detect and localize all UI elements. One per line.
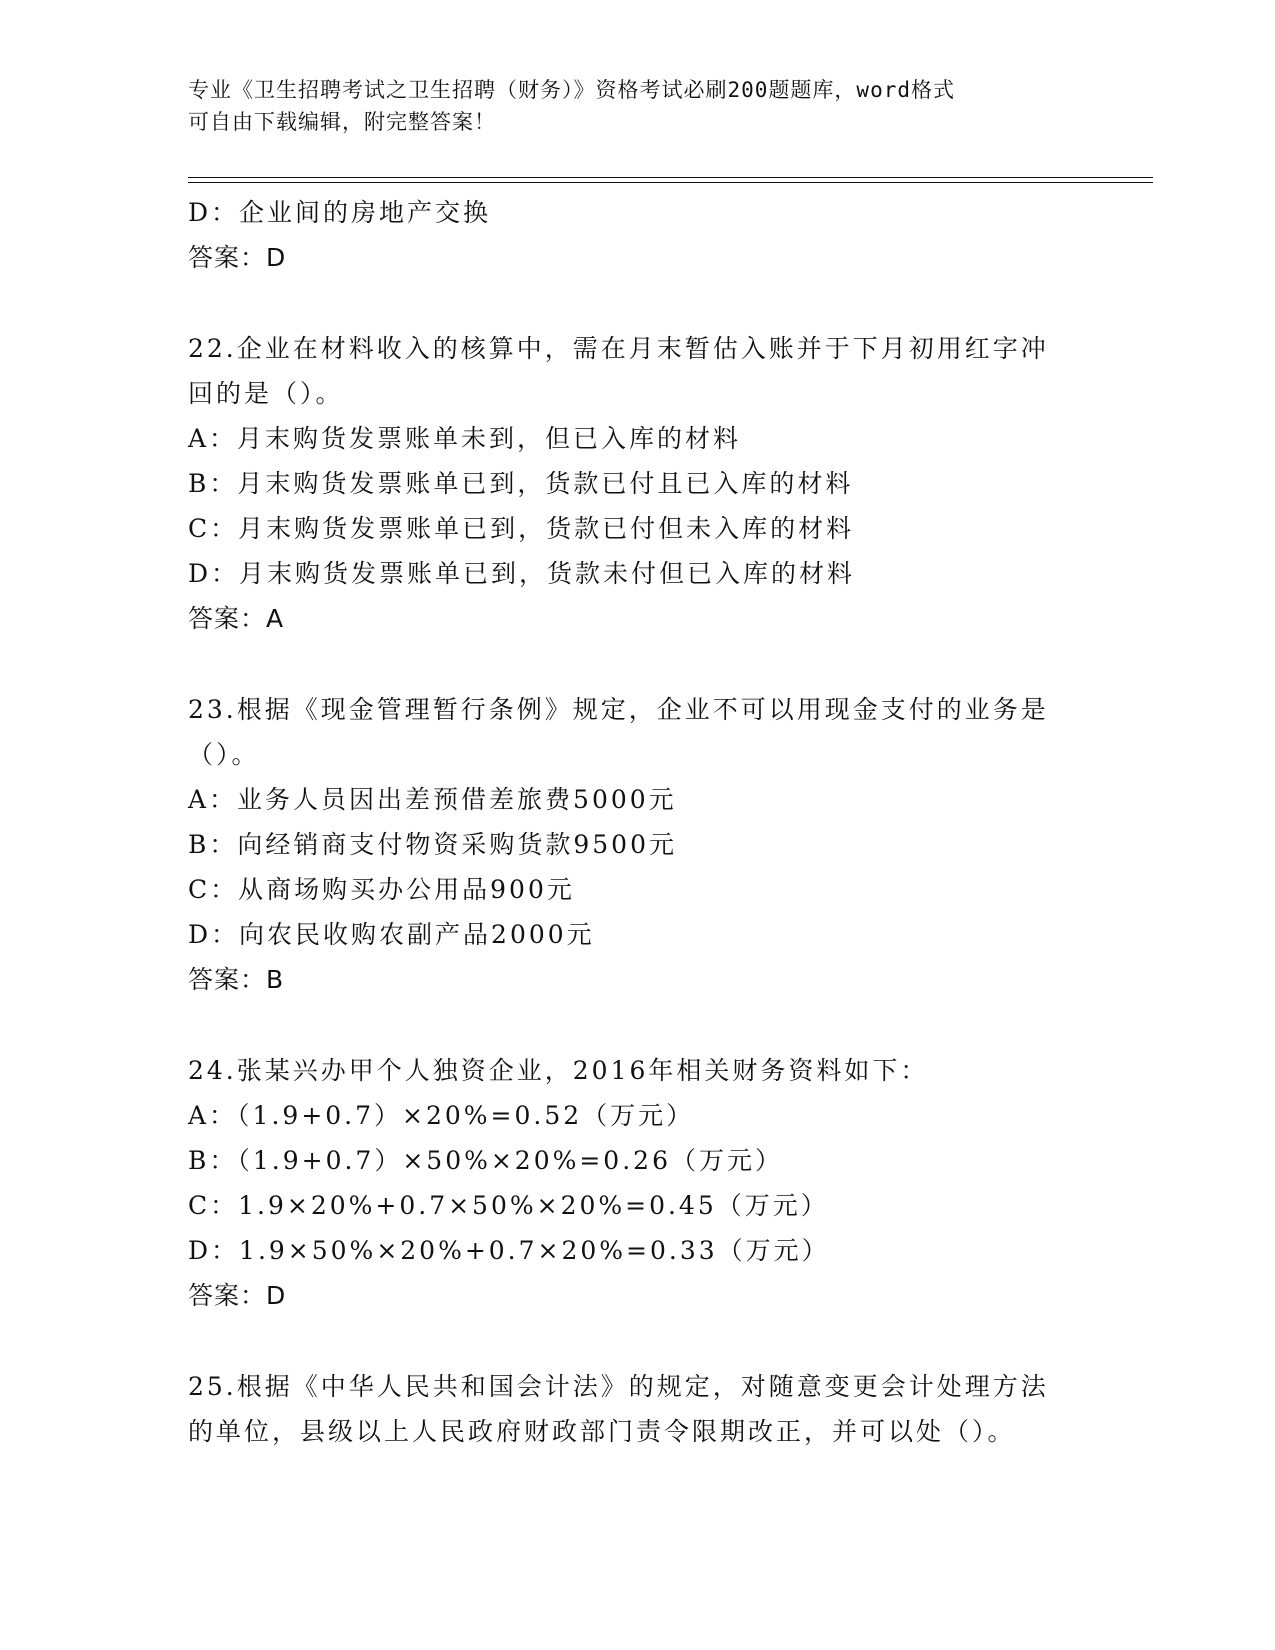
spacer xyxy=(188,641,1088,687)
spacer xyxy=(188,1002,1088,1048)
option-b: B：月末购货发票账单已到，货款已付且已入库的材料 xyxy=(188,469,854,498)
question-23 xyxy=(188,687,1088,1002)
question-24 xyxy=(188,1048,1088,1318)
question-22 xyxy=(188,326,1088,641)
document-header xyxy=(188,74,1068,138)
question-stem: 的单位，县级以上人民政府财政部门责令限期改正，并可以处（）。 xyxy=(188,1417,1016,1446)
option-d: D：企业间的房地产交换 xyxy=(188,198,492,227)
question-stem: 22.企业在材料收入的核算中，需在月末暂估入账并于下月初用红字冲 xyxy=(188,334,1049,363)
header-divider-bottom xyxy=(188,182,1153,183)
option-c: C：从商场购买办公用品900元 xyxy=(188,875,575,904)
header-divider-top xyxy=(188,177,1153,178)
header-line-2: 可自由下载编辑，附完整答案！ xyxy=(188,110,496,134)
question-stem: 回的是（）。 xyxy=(188,379,344,408)
option-d: D：1.9×50%×20%+0.7×20%=0.33（万元） xyxy=(188,1236,830,1265)
spacer xyxy=(188,280,1088,326)
option-d: D：向农民收购农副产品2000元 xyxy=(188,920,595,949)
option-a: A：（1.9+0.7）×20%=0.52（万元） xyxy=(188,1101,695,1130)
option-b: B：（1.9+0.7）×50%×20%=0.26（万元） xyxy=(188,1146,783,1175)
option-d: D：月末购货发票账单已到，货款未付但已入库的材料 xyxy=(188,559,856,588)
option-b: B：向经销商支付物资采购货款9500元 xyxy=(188,830,677,859)
option-c: C：月末购货发票账单已到，货款已付但未入库的材料 xyxy=(188,514,855,543)
question-list xyxy=(188,190,1088,1454)
spacer xyxy=(188,1318,1088,1364)
header-line-1: 专业《卫生招聘考试之卫生招聘（财务）》资格考试必刷200题题库，word格式 xyxy=(188,78,955,102)
option-c: C：1.9×20%+0.7×50%×20%=0.45（万元） xyxy=(188,1191,829,1220)
answer: 答案：A xyxy=(188,604,285,633)
answer: 答案：B xyxy=(188,965,285,994)
answer: 答案：D xyxy=(188,1281,287,1310)
question-25 xyxy=(188,1364,1088,1454)
answer: 答案：D xyxy=(188,243,287,272)
option-a: A：业务人员因出差预借差旅费5000元 xyxy=(188,785,677,814)
question-stem: 23.根据《现金管理暂行条例》规定，企业不可以用现金支付的业务是 xyxy=(188,695,1049,724)
question-stem: 25.根据《中华人民共和国会计法》的规定，对随意变更会计处理方法 xyxy=(188,1372,1049,1401)
option-a: A：月末购货发票账单未到，但已入库的材料 xyxy=(188,424,742,453)
question-stem: （）。 xyxy=(188,740,260,769)
question-stem: 24.张某兴办甲个人独资企业，2016年相关财务资料如下： xyxy=(188,1056,929,1085)
